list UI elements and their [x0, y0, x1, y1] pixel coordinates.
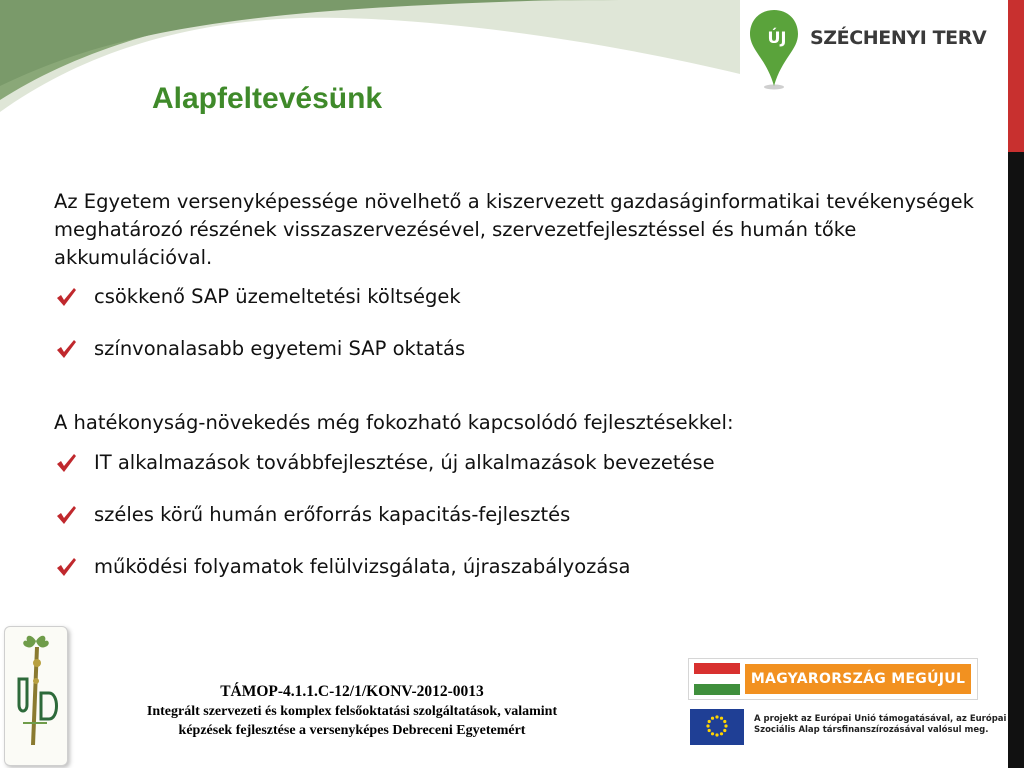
checkmark-icon: [54, 337, 78, 361]
checkmark-icon: [54, 555, 78, 579]
list-item-text: IT alkalmazások továbbfejlesztése, új alkalmazások bevezetése: [94, 451, 715, 474]
project-description-line1: Integrált szervezeti és komplex felsőoktatási szolgáltatások, valamint: [146, 704, 558, 719]
project-description-line2: képzések fejlesztése a versenyképes Debreceni Egyetemért: [178, 723, 526, 738]
project-code: TÁMOP-4.1.1.C-12/1/KONV-2012-0013: [220, 683, 484, 700]
magyarorszag-megujul-text: MAGYARORSZÁG MEGÚJUL: [745, 664, 971, 694]
edge-stripe-black: [1008, 152, 1024, 768]
benefit-list: [54, 283, 984, 363]
list-item-text: működési folyamatok felülvizsgálata, újraszabályozása: [94, 555, 631, 578]
hungarian-flag-icon: [694, 663, 740, 695]
university-crest-icon: [5, 627, 67, 765]
slide-content: [54, 188, 984, 581]
list-item-text: színvonalasabb egyetemi SAP oktatás: [94, 337, 466, 360]
list-item: [54, 335, 984, 363]
list-item-text: csökkenő SAP üzemeltetési költségek: [94, 285, 461, 308]
checkmark-icon: [54, 503, 78, 527]
location-pin-icon: [748, 8, 800, 90]
magyarorszag-megujul-logo: [688, 658, 978, 700]
list-item: [54, 553, 984, 581]
eu-funding-line1: A projekt az Európai Unió támogatásával, az Európai: [754, 714, 1007, 724]
checkmark-icon: [54, 451, 78, 475]
logo-uj-text: ÚJ: [767, 28, 787, 47]
development-list: [54, 449, 984, 581]
eu-funding-text: [754, 714, 1006, 736]
logo-szechenyi-terv-text: SZÉCHENYI TERV: [810, 27, 987, 49]
slide-title: Alapfeltevésünk: [152, 82, 383, 115]
uj-szechenyi-terv-logo: [744, 8, 994, 90]
list-item: [54, 283, 984, 311]
edge-stripe-red: [1008, 0, 1024, 152]
university-emblem-logo: [4, 626, 68, 766]
project-footer: [82, 682, 622, 740]
eu-funding-logo: [688, 706, 1007, 746]
list-item: [54, 501, 984, 529]
eu-funding-line2: Szociális Alap társfinanszírozásával valósul meg.: [754, 725, 989, 735]
checkmark-icon: [54, 285, 78, 309]
intro-paragraph: Az Egyetem versenyképessége növelhető a kiszervezett gazdaságinformatikai tevékenységek meghatározó részének visszaszervezésével, szervezetfejlesztéssel és humán tőke akkumulációval.: [54, 190, 974, 269]
list-item: [54, 449, 984, 477]
eu-flag-icon: [690, 709, 744, 745]
list-item-text: széles körű humán erőforrás kapacitás-fejlesztés: [94, 503, 571, 526]
second-paragraph: A hatékonyság-növekedés még fokozható kapcsolódó fejlesztésekkel:: [54, 411, 734, 434]
